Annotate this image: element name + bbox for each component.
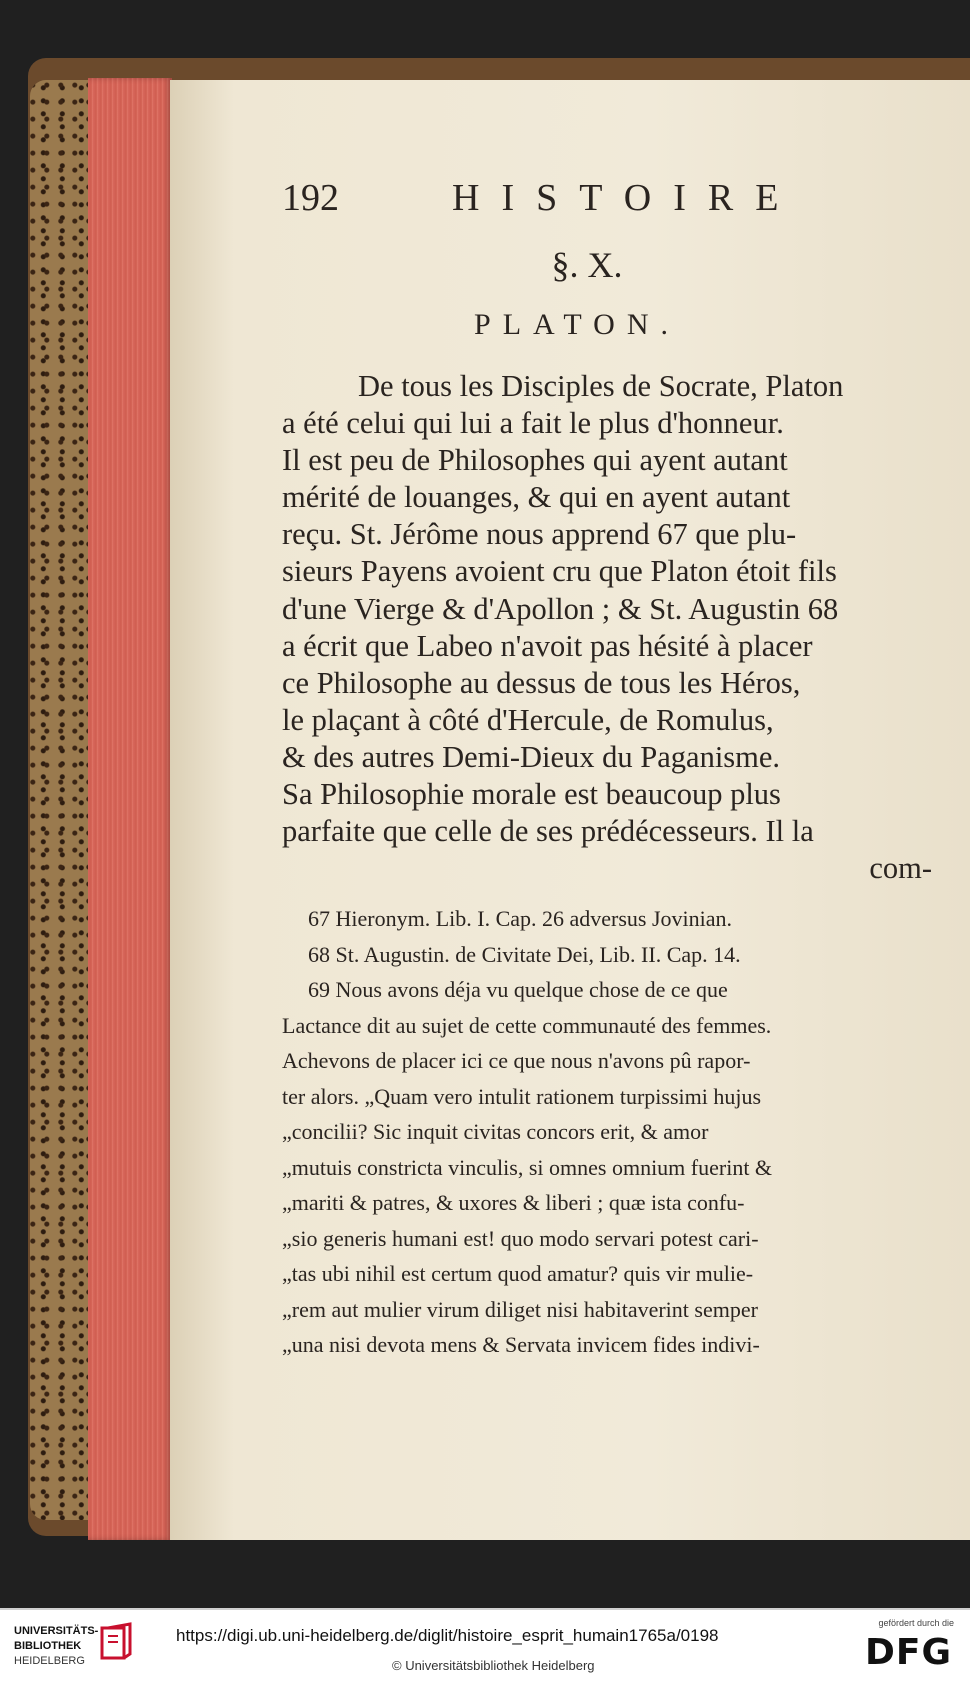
library-name-line1: UNIVERSITÄTS- (14, 1625, 99, 1637)
body-line: Sa Philosophie morale est beaucoup plus (282, 777, 781, 812)
body-line: mérité de louanges, & qui en ayent autant (282, 480, 791, 515)
dfg-logo[interactable]: DFG (864, 1632, 952, 1673)
footnote-line: ter alors. „Quam vero intulit rationem turpissimi hujus (282, 1083, 762, 1109)
body-line: a été celui qui lui a fait le plus d'honneur. (282, 406, 784, 441)
footnote-line: „mariti & patres, & uxores & liberi ; quæ ista confu- (282, 1190, 745, 1216)
footnote-line: 67 Hieronym. Lib. I. Cap. 26 adversus Jovinian. (308, 906, 733, 932)
library-logo[interactable] (14, 1624, 98, 1669)
running-title: HISTOIRE (452, 177, 801, 219)
page-text (282, 176, 932, 1363)
running-head (282, 176, 932, 236)
body-line: d'une Vierge & d'Apollon ; & St. Augustin 68 (282, 591, 839, 626)
section-number: §. X. (551, 245, 623, 285)
catchword: com- (869, 851, 932, 886)
library-logo-icon (100, 1622, 134, 1662)
footnote-line: „concilii? Sic inquit civitas concors erit, & amor (282, 1119, 709, 1145)
body-line: De tous les Disciples de Socrate, Platon (358, 369, 844, 403)
footnote-line: Achevons de placer ici ce que nous n'avons pû rapor- (282, 1048, 751, 1074)
viewer-footer (0, 1608, 970, 1684)
body-line: reçu. St. Jérôme nous apprend 67 que plu- (282, 517, 797, 552)
footnotes (282, 901, 932, 1363)
footnote-line: 68 St. Augustin. de Civitate Dei, Lib. II. Cap. 14. (308, 941, 741, 967)
body-line: Il est peu de Philosophes qui ayent autant (282, 443, 788, 478)
footnote-line: „sio generis humani est! quo modo servari potest cari- (282, 1225, 759, 1251)
footnote-line: „rem aut mulier virum diliget nisi habitaverint semper (282, 1296, 758, 1322)
body-line: parfaite que celle de ses prédécesseurs. Il la (282, 814, 814, 849)
footnote-line: „mutuis constricta vinculis, si omnes omnium fuerint & (282, 1154, 773, 1180)
body-line: ce Philosophe au dessus de tous les Héros, (282, 665, 801, 700)
body-line: a écrit que Labeo n'avoit pas hésité à placer (282, 628, 813, 663)
library-name-line3: HEIDELBERG (14, 1655, 85, 1667)
funder-label: gefördert durch die (878, 1618, 954, 1628)
page-number: 192 (282, 177, 339, 219)
body-line: le plaçant à côté d'Hercule, de Romulus, (282, 702, 774, 737)
copyright-text: © Universitätsbibliothek Heidelberg (392, 1658, 595, 1673)
footnote-line: 69 Nous avons déja vu quelque chose de ce que (308, 977, 728, 1003)
body-line: sieurs Payens avoient cru que Platon étoit fils (282, 554, 837, 589)
section-title: PLATON. (474, 308, 680, 341)
footnote-line: Lactance dit au sujet de cette communauté des femmes. (282, 1012, 772, 1038)
page-edges (88, 78, 172, 1540)
library-name-line2: BIBLIOTHEK (14, 1640, 82, 1652)
footnote-line: „tas ubi nihil est certum quod amatur? quis vir mulie- (282, 1261, 754, 1287)
body-text (282, 368, 932, 850)
body-line: & des autres Demi-Dieux du Paganisme. (282, 739, 781, 774)
footnote-line: „una nisi devota mens & Servata invicem fides indivi- (282, 1332, 760, 1358)
permalink-url[interactable]: https://digi.ub.uni-heidelberg.de/diglit/histoire_esprit_humain1765a/0198 (176, 1626, 719, 1645)
